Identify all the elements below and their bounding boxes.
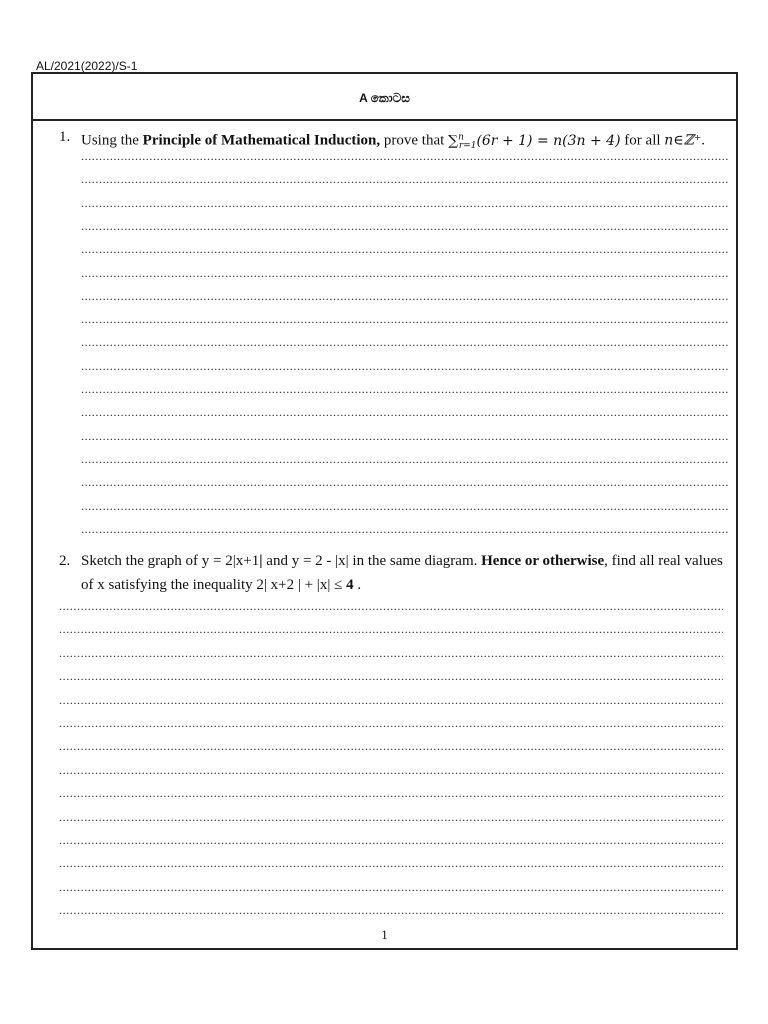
answer-line[interactable] [81,313,729,325]
answer-line[interactable] [59,857,723,869]
question-1-domain: n∈ℤ⁺ [664,132,702,149]
answer-line[interactable] [81,383,729,395]
question-2-text: Sketch the graph of y = 2|x+1| and y = 2 - |x| in the same diagram. Hence or otherwise, find all real values of x satisfying the inequality 2| x+2 | + |x| ≤ 4 . [81,553,723,593]
question-1-bold: Principle of Mathematical Induction, [142,132,381,149]
question-1-text: Using the Principle of Mathematical Induction, prove that ∑$^n_{r=1}$(6r + 1) = n(3n + 4) for all n∈ℤ⁺. [81,132,706,152]
section-title: A කොටස [33,74,736,121]
answer-line[interactable] [59,623,723,635]
answer-line[interactable] [59,694,723,706]
answer-line[interactable] [59,717,723,729]
answer-line[interactable] [81,476,729,488]
page-number: 1 [381,927,388,942]
answer-line[interactable] [59,881,723,893]
answer-frame [31,72,738,950]
answer-line[interactable] [81,173,729,185]
answer-line[interactable] [81,220,729,232]
paper-code: AL/2021(2022)/S-1 [36,59,138,73]
answer-line[interactable] [81,197,729,209]
answer-line[interactable] [81,500,729,512]
answer-line[interactable] [81,150,729,162]
answer-line[interactable] [81,336,729,348]
answer-line[interactable] [81,406,729,418]
answer-line[interactable] [59,834,723,846]
question-1-number: 1. [59,129,71,145]
answer-line[interactable] [59,787,723,799]
answer-line[interactable] [59,670,723,682]
answer-line[interactable] [59,600,723,612]
answer-line[interactable] [81,267,729,279]
answer-line[interactable] [59,811,723,823]
question-2-number: 2. [59,553,71,569]
answer-line[interactable] [59,647,723,659]
answer-line[interactable] [81,430,729,442]
answer-line[interactable] [59,740,723,752]
answer-line[interactable] [81,360,729,372]
answer-line[interactable] [81,243,729,255]
answer-line[interactable] [81,453,729,465]
answer-line[interactable] [81,523,729,535]
question-1-formula: ∑$^n_{r=1}$(6r + 1) = n(3n + 4) [448,132,621,152]
question-2-bold: Hence or otherwise [481,553,605,569]
answer-line[interactable] [59,904,723,916]
answer-line[interactable] [59,764,723,776]
answer-line[interactable] [81,290,729,302]
